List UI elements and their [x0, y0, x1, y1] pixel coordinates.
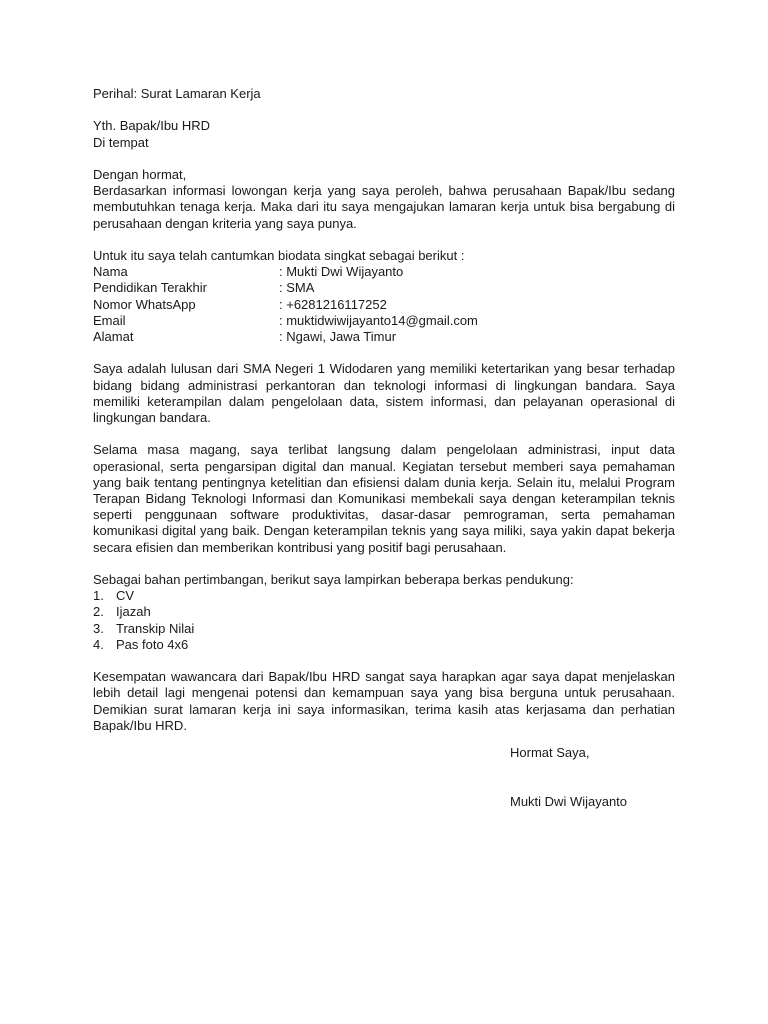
biodata-value: : Mukti Dwi Wijayanto — [279, 264, 404, 280]
biodata-row — [93, 280, 675, 296]
biodata-row — [93, 313, 675, 329]
closing-paragraph: Kesempatan wawancara dari Bapak/Ibu HRD sangat saya harapkan agar saya dapat menjelaskan lebih detail lagi mengenai potensi dan kemampuan saya yang bisa berguna untuk perusahaan. Demikian surat lamaran kerja ini saya informasikan, terima kasih atas kerjasama dan perhatian Bapak/Ibu HRD. — [93, 669, 675, 733]
list-item — [93, 637, 675, 653]
biodata-row — [93, 297, 675, 313]
biodata-table — [93, 264, 675, 345]
attachments-list — [93, 588, 675, 653]
intro-paragraph: Berdasarkan informasi lowongan kerja yang saya peroleh, bahwa perusahaan Bapak/Ibu sedang membutuhkan tenaga kerja. Maka dari itu saya mengajukan lamaran kerja untuk bisa bergabung di perusahaan dengan kriteria yang saya punya. — [93, 183, 675, 231]
biodata-intro: Untuk itu saya telah cantumkan biodata singkat sebagai berikut : — [93, 247, 465, 263]
subject-line: Perihal: Surat Lamaran Kerja — [93, 86, 261, 101]
list-number: 2. — [93, 604, 104, 620]
list-label: CV — [116, 588, 135, 604]
biodata-label: Pendidikan Terakhir — [93, 280, 207, 296]
biodata-value: : Ngawi, Jawa Timur — [279, 329, 397, 344]
list-number: 4. — [93, 636, 104, 652]
paragraph-background: Saya adalah lulusan dari SMA Negeri 1 Widodaren yang memiliki ketertarikan yang besar terhadap bidang bidang administrasi perkantoran dan teknologi informasi di lingkungan bandara. Saya memiliki keterampilan dalam pengelolaan data, sistem informasi, dan pelayanan operasional di lingkungan bandara. — [93, 361, 675, 425]
list-number: 3. — [93, 620, 104, 636]
attachments-intro: Sebagai bahan pertimbangan, berikut saya lampirkan beberapa berkas pendukung: — [93, 572, 574, 587]
greeting: Dengan hormat, — [93, 166, 187, 182]
signer-name: Mukti Dwi Wijayanto — [510, 794, 628, 809]
letter-body — [93, 86, 675, 734]
biodata-label: Alamat — [93, 329, 134, 344]
sign-off: Hormat Saya, — [510, 745, 590, 760]
biodata-value: : muktidwiwijayanto14@gmail.com — [279, 312, 478, 328]
list-number: 1. — [93, 588, 104, 604]
biodata-row — [93, 264, 675, 280]
recipient-line-2: Di tempat — [93, 134, 149, 150]
list-item — [93, 621, 675, 637]
biodata-value: : SMA — [279, 280, 315, 296]
biodata-label: Nama — [93, 264, 128, 280]
biodata-value: : +6281216117252 — [279, 296, 387, 312]
list-label: Transkip Nilai — [116, 620, 195, 636]
biodata-label: Nomor WhatsApp — [93, 296, 196, 312]
biodata-row — [93, 329, 675, 345]
list-item — [93, 588, 675, 604]
biodata-label: Email — [93, 312, 126, 328]
list-item — [93, 604, 675, 620]
list-label: Pas foto 4x6 — [116, 636, 189, 652]
list-label: Ijazah — [116, 604, 151, 620]
recipient-line-1: Yth. Bapak/Ibu HRD — [93, 118, 211, 134]
paragraph-experience: Selama masa magang, saya terlibat langsung dalam pengelolaan administrasi, input data operasional, serta pengarsipan digital dan manual. Kegiatan tersebut memberi saya pemahaman yang baik tentang pentingnya ketelitian dan efisiensi dalam dunia kerja. Selain itu, melalui Program Terapan Bidang Teknologi Informasi dan Komunikasi membekali saya dengan keterampilan teknis seperti penggunaan software produktivitas, dasar-dasar pemrograman, serta pemahaman komunikasi digital yang baik. Dengan keterampilan teknis yang saya miliki, saya yakin dapat bekerja secara efisien dan memberikan kontribusi yang positif bagi perusahaan. — [93, 442, 675, 555]
